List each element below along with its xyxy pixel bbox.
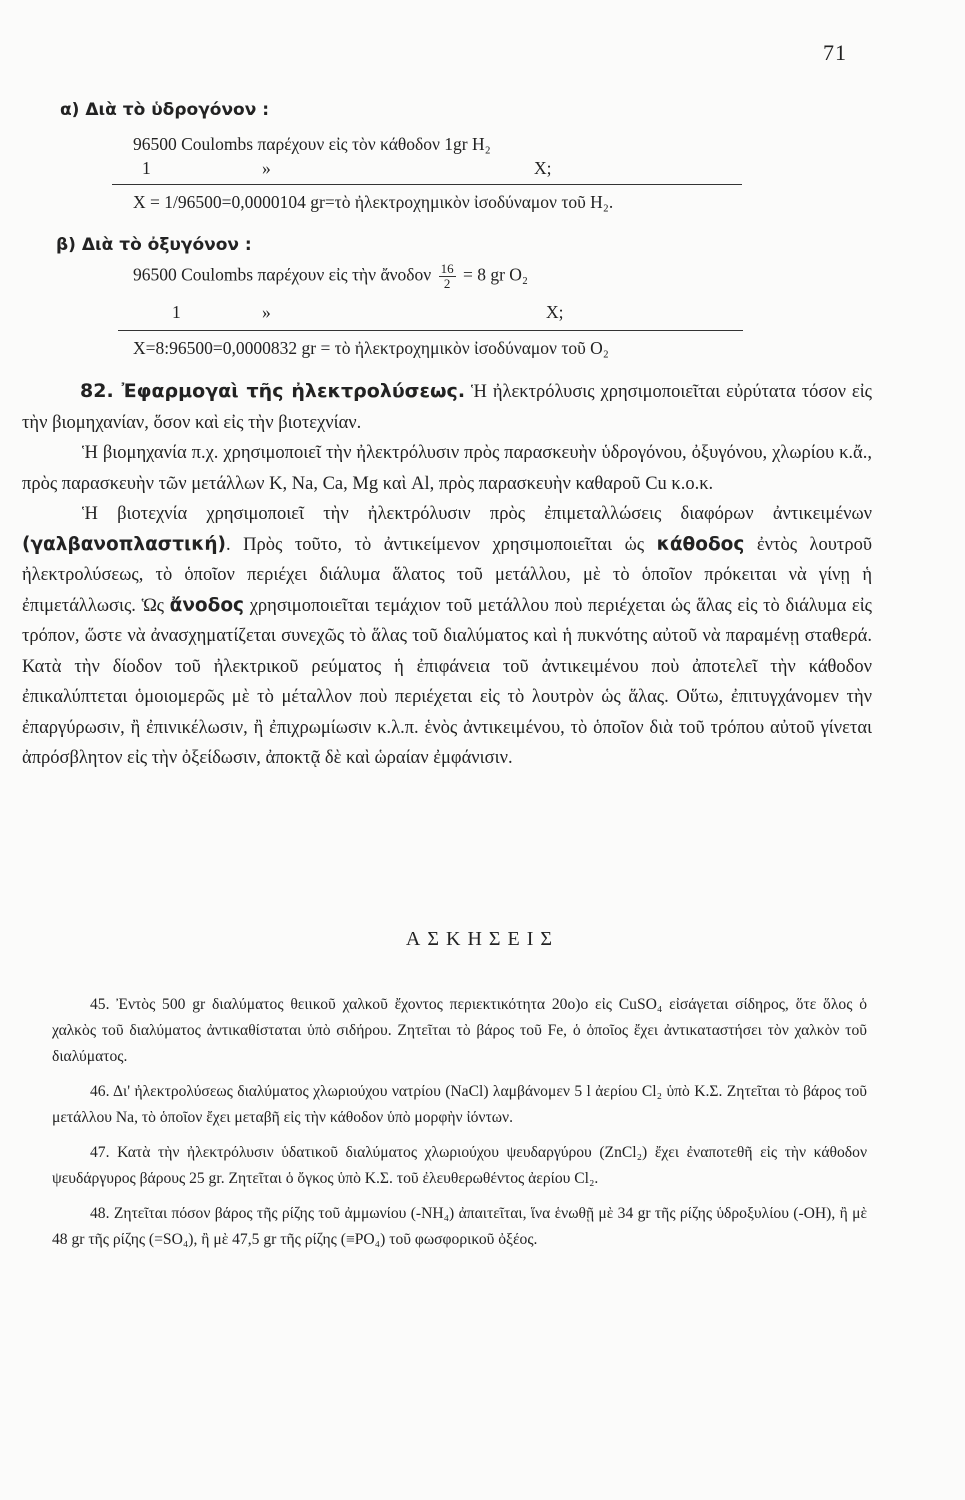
beta-fraction-numerator: 16 xyxy=(440,261,454,276)
beta-line-1-a: 96500 Coulombs παρέχουν εἰς τὴν ἄνοδον xyxy=(133,264,432,285)
alpha-line-2-right: X; xyxy=(534,158,552,178)
beta-rule xyxy=(118,330,743,331)
section-82-heading: 82. Ἐφαρμογαὶ τῆς ἠλεκτρολύσεως. xyxy=(80,380,466,402)
beta-line-2-left: 1 xyxy=(172,302,181,322)
section-82 xyxy=(22,376,872,774)
term-kathodos: κάθοδος xyxy=(656,533,745,555)
section-82-intro xyxy=(22,376,872,438)
section-82-paragraph-2: Ἡ βιομηχανία π.χ. χρησιμοποιεῖ τὴν ἠλεκτρόλυσιν πρὸς παρασκευὴν ὑδρογόνου, ὀξυγόνου, χλωρίου κ.ἄ., πρὸς παρασκευὴν τῶν μετάλλων K, Na, Ca, Mg καὶ Al, πρὸς παρασκευὴν καθαροῦ Cu κ.ο.κ. xyxy=(22,443,872,494)
exercise-48: 48. Ζητεῖται πόσον βάρος τῆς ρίζης τοῦ ἀμμωνίου (-NH₄) ἀπαιτεῖται, ἵνα ἑνωθῇ μὲ 34 gr τῆς ρίζης ὑδροξυλίου (-OH), ἢ μὲ 48 gr τῆς ρίζης (=SO₄), ἢ μὲ 47,5 gr τῆς ρίζης (≡PO₄) τοῦ φωσφορικοῦ ὀξέος. xyxy=(52,1205,867,1248)
section-82-paragraph-1: Ἡ ἠλεκτρόλυσις χρησιμοποιεῖται εὐρύτατα τόσον εἰς τὴν βιομηχανίαν, ὅσον καὶ εἰς τὴν βιοτεχνίαν. xyxy=(22,382,873,433)
alpha-result: X = 1/96500=0,0000104 gr=τὸ ἠλεκτροχημικὸν ἰσοδύναμον τοῦ H₂. xyxy=(133,192,614,212)
beta-heading: β) Διὰ τὸ ὀξυγόνον : xyxy=(56,235,252,255)
alpha-line-2-left: 1 xyxy=(142,158,151,178)
exercises-list xyxy=(52,992,867,1262)
term-galvanoplastiki: (γαλβανοπλαστική) xyxy=(22,533,226,555)
beta-line-1 xyxy=(133,262,528,291)
alpha-line-1: 96500 Coulombs παρέχουν εἰς τὸν κάθοδον 1gr H₂ xyxy=(133,134,491,154)
beta-fraction-denominator: 2 xyxy=(443,276,451,291)
alpha-rule xyxy=(112,184,742,185)
beta-line-2-right: X; xyxy=(546,302,564,322)
exercise-46: 46. Δι' ἠλεκτρολύσεως διαλύματος χλωριούχου νατρίου (NaCl) λαμβάνομεν 5 l ἀερίου Cl₂ ὑπὸ K.Σ. Ζητεῖται τὸ βάρος τοῦ μετάλλου Na, τὸ ὁποῖον ἔχει μεταβῆ εἰς τὴν κάθοδον ὑπὸ μορφὴν ἰόντων. xyxy=(52,1083,867,1126)
beta-result: X=8:96500=0,0000832 gr = τὸ ἠλεκτροχημικὸν ἰσοδύναμον τοῦ O₂ xyxy=(133,338,609,358)
p3-text-c: ἐντὸς λουτροῦ ἠλεκτρολύσεως, τὸ ὁποῖον περιέχει διάλυμα ἅλατος τοῦ μετάλλου, μὲ τὸ ὁποῖον πρόκειται νὰ γίνῃ ἡ ἐπιμετάλλωσις. Ὡς xyxy=(22,534,873,616)
page-number: 71 xyxy=(823,40,847,65)
alpha-line-2-mid: » xyxy=(262,158,271,178)
alpha-heading: α) Διὰ τὸ ὑδρογόνον : xyxy=(60,100,270,120)
p3-text-d: χρησιμοποιεῖται τεμάχιον τοῦ μετάλλου ποὺ περιέχεται ὡς ἅλας εἰς τὸ διάλυμα εἰς τρόπον, ὥστε νὰ ἀνασχηματίζεται συνεχῶς τὸ ἅλας τοῦ διαλύματος καὶ ἡ πυκνότης αὐτοῦ νὰ παραμένῃ σταθερά. Κατὰ τὴν δίοδον τοῦ ἠλεκτρικοῦ ρεύματος ἡ ἐπιφάνεια τοῦ ἀντικειμένου ποὺ ἀποτελεῖ τὴν κάθοδον ἐπικαλύπτεται ὁμοιομερῶς μὲ τὸ μέταλλον ποὺ περιέχεται εἰς τὸ λουτρὸν ὡς ἅλας. Οὕτω, ἐπιτυγχάνομεν τὴν ἐπαργύρωσιν, ἢ ἐπινικέλωσιν, ἢ ἐπιχρωμίωσιν κ.λ.π. ἑνὸς ἀντικειμένου, τὸ ὁποῖον διὰ τοῦ τρόπου αὐτοῦ γίνεται ἀπρόσβλητον εἰς τὴν ὀξείδωσιν, ἀποκτᾷ δὲ καὶ ὡραίαν ἐμφάνισιν. xyxy=(22,595,872,768)
exercises-heading: ΑΣΚΗΣΕΙΣ xyxy=(405,928,560,950)
section-82-paragraph-3 xyxy=(22,499,872,774)
p3-text-b: . Πρὸς τοῦτο, τὸ ἀντικείμενον χρησιμοποιεῖται ὡς xyxy=(225,534,645,555)
p3-text-a: Ἡ βιοτεχνία χρησιμοποιεῖ τὴν ἠλεκτρόλυσιν πρὸς ἐπιμεταλλώσεις διαφόρων ἀντικειμένων xyxy=(82,504,872,524)
beta-line-2-mid: » xyxy=(262,302,271,322)
exercise-45: 45. Ἐντὸς 500 gr διαλύματος θειικοῦ χαλκοῦ ἔχοντος περιεκτικότητα 20o)o εἰς CuSO₄ εἰσάγεται σίδηρος, ὅτε ὅλος ὁ χαλκὸς τοῦ διαλύματος ἀντικαθίσταται ὑπὸ σιδήρου. Ζητεῖται τὸ βάρος τοῦ Fe, ὁ ὁποῖος ἔχει ἀντικαταστήσει τὸν χαλκὸν τοῦ διαλύματος. xyxy=(52,996,867,1065)
beta-fraction xyxy=(439,262,456,291)
exercise-47: 47. Κατὰ τὴν ἠλεκτρόλυσιν ὑδατικοῦ διαλύματος χλωριούχου ψευδαργύρου (ZnCl₂) ἔχει ἐναποτεθῆ εἰς τὴν κάθοδον ψευδάργυρος βάρους 25 gr. Ζητεῖται ὁ ὄγκος ὑπὸ K.Σ. τοῦ ἐλευθερωθέντος ἀερίου Cl₂. xyxy=(52,1144,867,1187)
beta-line-1-b: = 8 gr O₂ xyxy=(462,264,529,285)
term-anodos: ἄνοδος xyxy=(169,594,245,616)
